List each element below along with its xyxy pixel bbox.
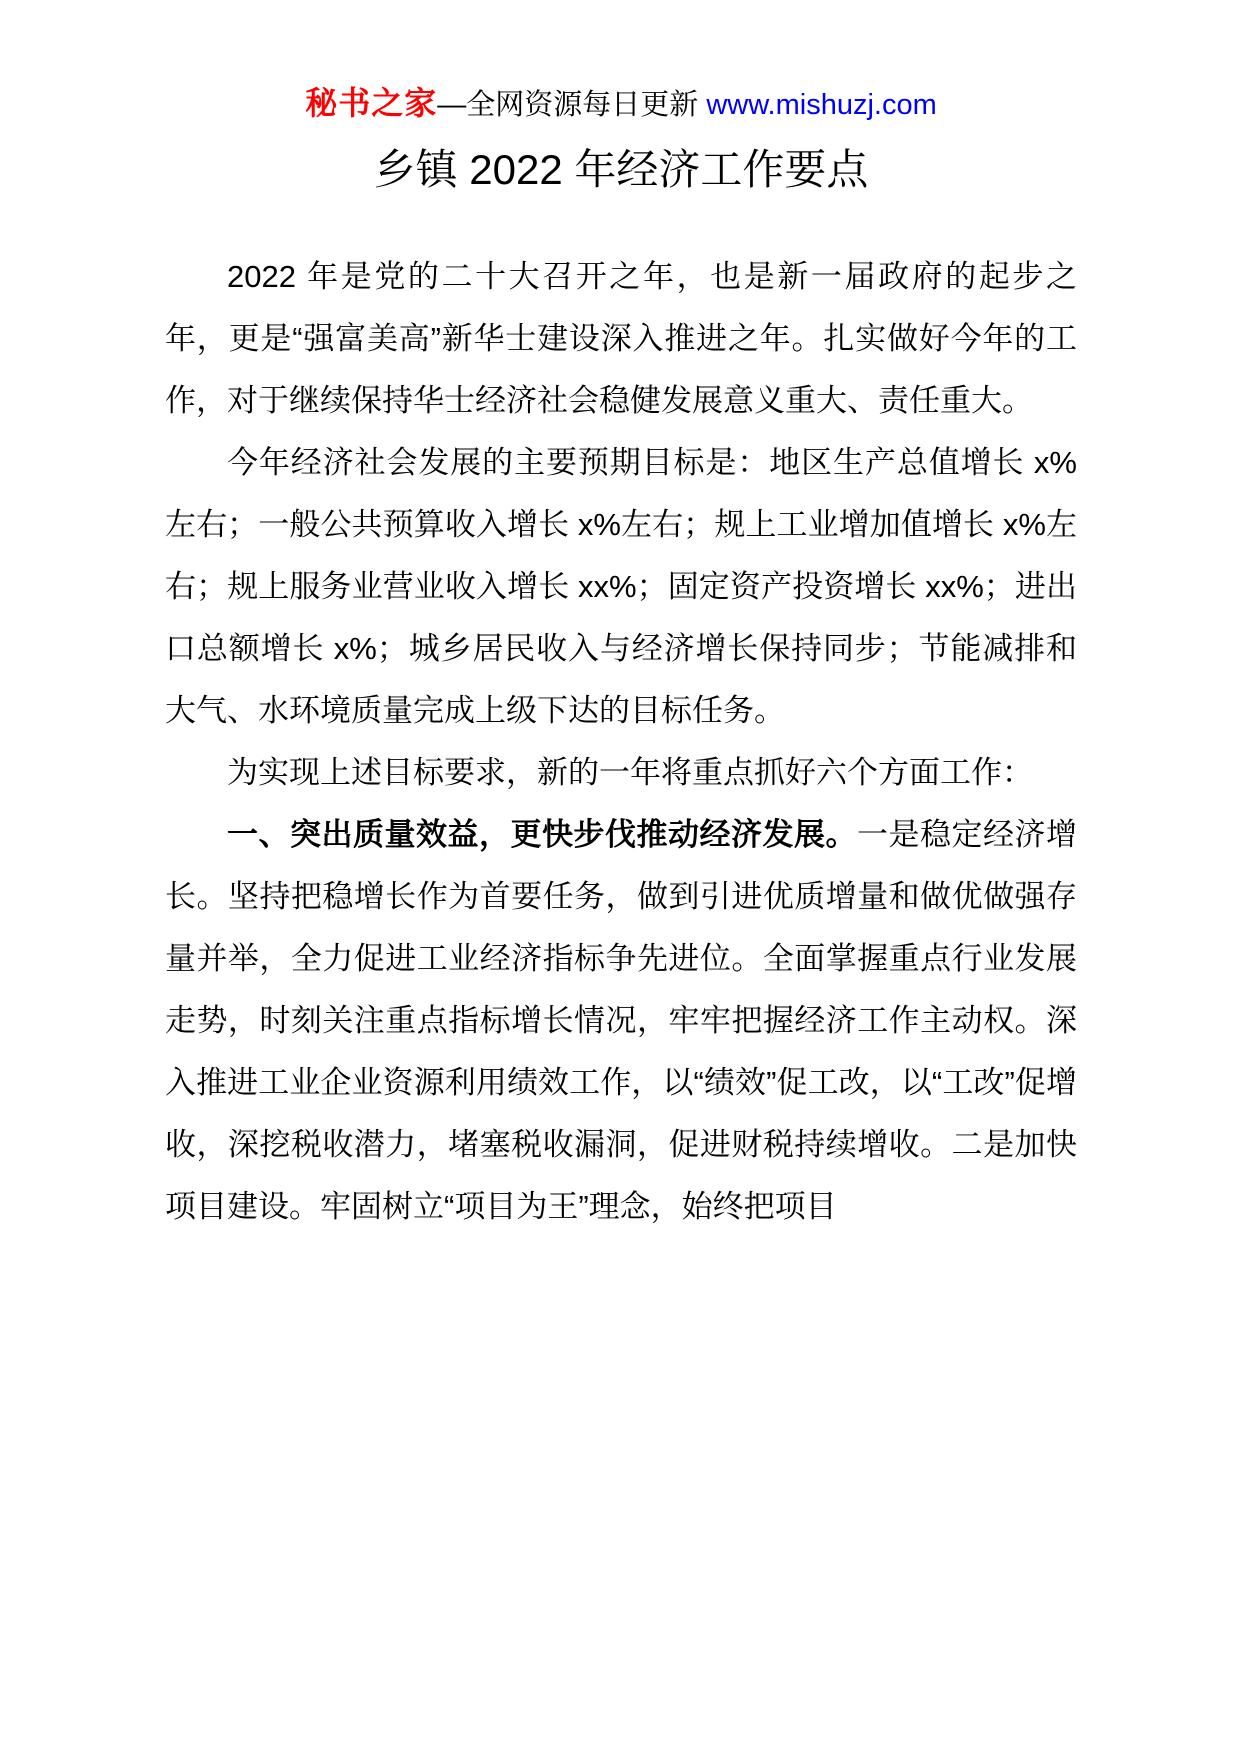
paragraph-plan-text: 为实现上述目标要求，新的一年将重点抓好六个方面工作： [227,755,1033,790]
page-title: 乡镇 2022 年经济工作要点 [373,146,869,193]
paragraph-targets [165,432,1077,742]
section-one-text: 一是稳定经济增长。坚持把稳增长作为首要任务，做到引进优质增量和做优做强存量并举，全力促进工业经济指标争先进位。全面掌握重点行业发展走势，时刻关注重点指标增长情况，牢牢把握经济工作主动权。深入推进工业企业资源利用绩效工作，以“绩效”促工改，以“工改”促增收，深挖税收潜力，堵塞税收漏洞，促进财税持续增收。二是加快项目建设。牢固树立“项目为王”理念，始终把项目 [165,817,1077,1224]
paragraph-intro [165,246,1077,432]
site-url-link[interactable]: www.mishuzj.com [706,89,937,121]
paragraph-plan [165,742,1077,804]
document-body [165,246,1077,1238]
paragraph-targets-text: 今年经济社会发展的主要预期目标是：地区生产总值增长 x%左右；一般公共预算收入增长 x%左右；规上工业增加值增长 x%左右；规上服务业营业收入增长 xx%；固定资产投资增长 xx%；进出口总额增长 x%；城乡居民收入与经济增长保持同步；节能减排和大气、水环境质量完成上级下达的目标任务。 [165,445,1077,728]
paragraph-section-one [165,804,1077,1238]
site-brand: 秘书之家 [305,85,438,121]
section-one-heading: 一、突出质量效益，更快步伐推动经济发展。 [227,817,857,852]
site-header [165,80,1077,128]
paragraph-intro-text: 2022 年是党的二十大召开之年，也是新一届政府的起步之年，更是“强富美高”新华士建设深入推进之年。扎实做好今年的工作，对于继续保持华士经济社会稳健发展意义重大、责任重大。 [165,259,1077,418]
site-tagline: —全网资源每日更新 [437,89,707,121]
